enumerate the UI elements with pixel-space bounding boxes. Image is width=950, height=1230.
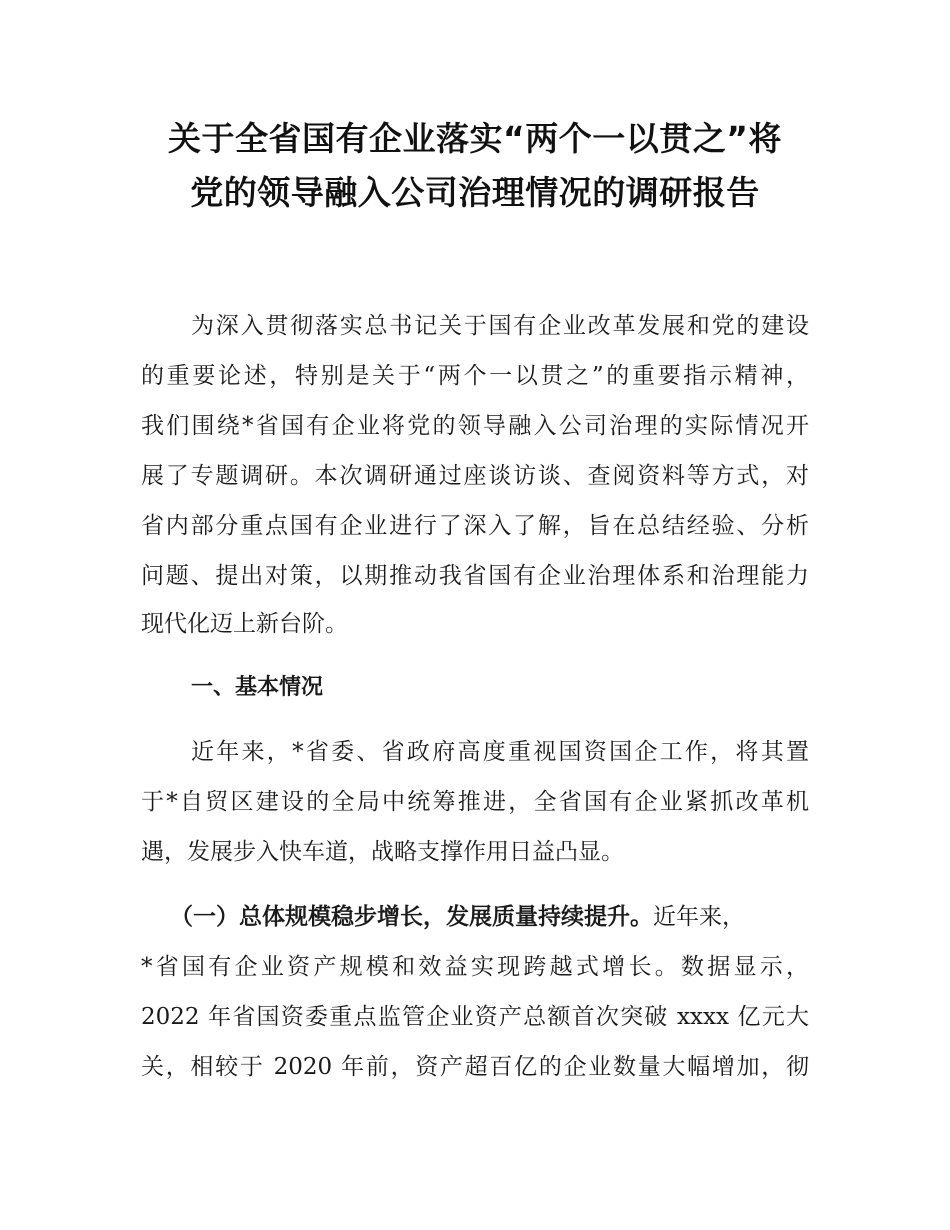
intro-line-2: 的重要论述，特别是关于“两个一以贯之”的重要指示精神， — [141, 363, 809, 389]
section1-line-3: 遇，发展步入快车道，战略支撑作用日益凸显。 — [141, 839, 624, 865]
subsection-paragraph-start — [170, 902, 810, 932]
intro-line-1: 为深入贯彻落实总书记关于国有企业改革发展和党的建设 — [191, 313, 809, 339]
sub1-line-2: *省国有企业资产规模和效益实现跨越式增长。数据显示， — [141, 954, 809, 980]
section1-line-2: 于*自贸区建设的全局中统筹推进，全省国有企业紧抓改革机 — [141, 789, 809, 815]
sub1-line-4: 关，相较于 2020 年前，资产超百亿的企业数量大幅增加，彻 — [141, 1054, 809, 1080]
subsection-heading-1: （一）总体规模稳步增长，发展质量持续提升。 — [170, 904, 653, 930]
section-heading-1: 一、基本情况 — [191, 675, 324, 700]
sub1-line-3: 2022 年省国资委重点监管企业资产总额首次突破 xxxx 亿元大 — [141, 1004, 809, 1030]
intro-line-5: 省内部分重点国有企业进行了深入了解，旨在总结经验、分析 — [141, 513, 809, 539]
title-line-1: 关于全省国有企业落实“两个一以贯之”将 — [168, 119, 782, 158]
intro-line-6: 问题、提出对策，以期推动我省国有企业治理体系和治理能力 — [141, 563, 809, 589]
intro-line-7: 现代化迈上新台阶。 — [141, 611, 348, 637]
section1-line-1: 近年来，*省委、省政府高度重视国资国企工作，将其置 — [191, 739, 809, 765]
intro-line-4: 展了专题调研。本次调研通过座谈访谈、查阅资料等方式，对 — [141, 463, 809, 489]
page-title — [0, 112, 950, 220]
title-line-2: 党的领导融入公司治理情况的调研报告 — [190, 173, 760, 212]
intro-line-3: 我们围绕*省国有企业将党的领导融入公司治理的实际情况开 — [141, 413, 809, 439]
subsection-first-line-rest: 近年来， — [653, 904, 745, 930]
